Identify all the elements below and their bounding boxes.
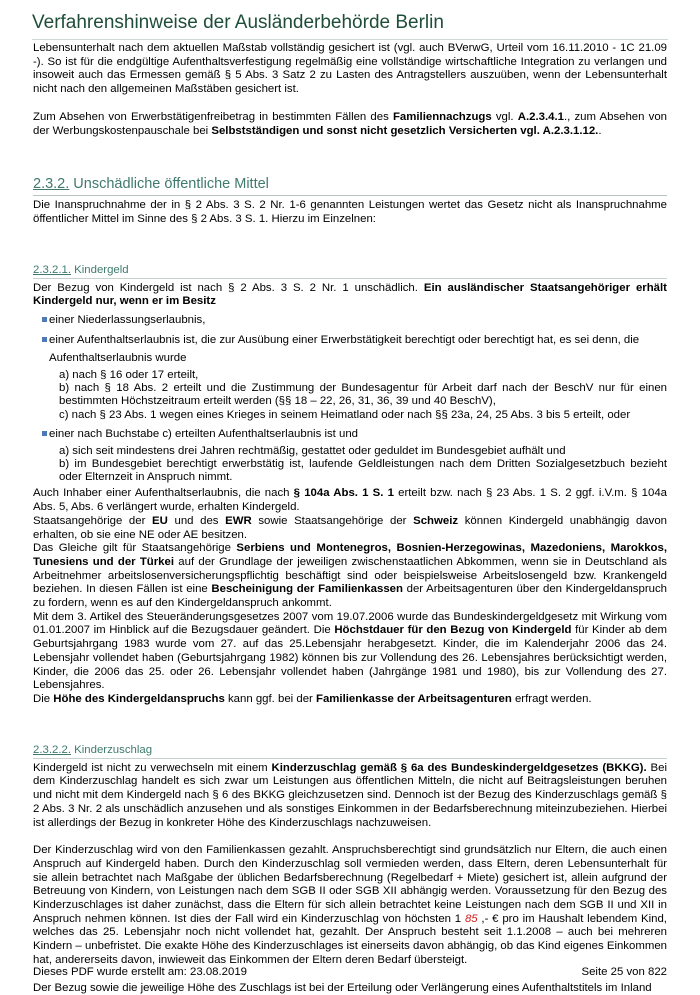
kindergeld-paragraph-4: Das Gleiche gilt für Staatsangehörige Serbiens und Montenegros, Bosnien-Herzegowinas, Mazedoniens, Marokkos, Tunesiens und der Türkei auf der Grundlage der jeweiligen zwischenstaatlichen Abkommen, wenn sie in Deutschland als Arbeitnehmer arbeitslosenversicherungspflichtig beschäftigt sind oder beispielsweise Arbeitslosengeld bzw. Krankengeld beziehen. In diesen Fällen ist eine Bescheinigung der Familienkassen der Arbeitsagenturen über den Kindergeldanspruch zu fordern, wenn es auf den Kindergeldanspruch ankommt. — [33, 542, 667, 610]
section-heading-2-3-2-1[interactable]: 2.3.2.1. Kindergeld — [33, 263, 129, 276]
section-heading-2-3-2-2[interactable]: 2.3.2.2. Kinderzuschlag — [33, 743, 153, 756]
kindergeld-paragraph-6: Die Höhe des Kindergeldanspruchs kann ggf. bei der Familienkasse der Arbeitsagenturen erfragt werden. — [33, 693, 592, 705]
kinderzuschlag-paragraph-3: Der Bezug sowie die jeweilige Höhe des Zuschlags ist bei der Erteilung oder Verlängerung eines Aufenthaltstitels im Inland — [33, 981, 652, 994]
sub-item: a) sich seit mindestens drei Jahren rechtmäßig, gestattet oder geduldet im Bundesgebiet aufhält und — [59, 444, 566, 457]
section-heading-2-3-2[interactable]: 2.3.2. Unschädliche öffentliche Mittel — [33, 176, 269, 193]
bullet-icon — [42, 337, 47, 342]
bullet-icon — [42, 317, 47, 322]
page-title: Verfahrenshinweise der Ausländerbehörde Berlin — [32, 12, 444, 33]
sub-item: a) nach § 16 oder 17 erteilt, — [59, 369, 199, 382]
list-item: einer nach Buchstabe c) erteilten Aufenthaltserlaubnis ist und — [33, 425, 667, 443]
kinderzuschlag-paragraph-1: Kindergeld ist nicht zu verwechseln mit einem Kinderzuschlag gemäß § 6a des Bundeskindergeldgesetzes (BKKG). Bei dem Kinderzuschlag handelt es sich zwar um Leistungen aus öffentlichen Mitteln, die nicht auf Beitragsleistungen beruhen und nicht mit dem Kindergeld nach § 6 des BKKG gleichzusetzen sind. Dennoch ist der Bezug des Kinderzuschlags gemäß § 2 Abs. 3 Nr. 2 als unschädlich anzusehen und als sonstiges Einkommen in der Bedarfsberechnung miteinzubeziehen. Hierbei ist allerdings der Bezug in konkreter Höhe des Kinderzuschlags nachzuweisen. — [33, 761, 667, 829]
section-divider — [33, 195, 667, 196]
list-item: einer Aufenthaltserlaubnis ist, die zur Ausübung einer Erwerbstätigkeit berechtigt oder berechtigt hat, es sei denn, die Aufenthaltserlaubnis wurde — [33, 331, 667, 367]
kindergeld-paragraph-5: Mit dem 3. Artikel des Steueränderungsgesetzes 2007 vom 19.07.2006 wurde das Bundeskindergeldgesetz mit Wirkung vom 01.01.2007 im Hinblick auf die Bezugsdauer geändert. Die Höchstdauer für den Bezug von Kindergeld für Kinder ab dem Geburtsjahrgang 1983 wurde vom 27. auf das 25.Lebensjahr herabgesetzt. Kinder, die im Kalenderjahr 2006 das 24. Lebensjahr vollendet haben (Geburtsjahrgang 1982) können bis zur Vollendung des 26. Lebensjahres berücksichtigt werden, Kinder, die 2006 das 25. oder 26. Lebensjahr vollendet haben (Jahrgänge 1981 und 1980), bis zur Vollendung des 27. Lebensjahres. — [33, 610, 667, 692]
sub-item: b) nach § 18 Abs. 2 erteilt und die Zustimmung der Bundesagentur für Arbeit darf nach der BeschV nur für einen bestimmten Höchstzeitraum erteilt werden (§§ 18 – 22, 26, 31, 36, 39 und 40 BeschV), — [59, 382, 667, 408]
intro-paragraph-2: Zum Absehen von Erwerbstätigenfreibetrag in bestimmten Fällen des Familiennachzugs vgl. A.2.3.4.1., zum Absehen von der Werbungskostenpauschale bei Selbstständigen und sonst nicht gesetzlich Versicherten vgl. A.2.3.1.12.. — [33, 110, 668, 137]
section-divider — [33, 278, 667, 279]
kindergeld-paragraph-1: Der Bezug von Kindergeld ist nach § 2 Abs. 3 S. 2 Nr. 1 unschädlich. Ein ausländischer Staatsangehöriger erhält Kindergeld nur, wenn er im Besitz — [33, 281, 667, 308]
sub-item: b) im Bundesgebiet berechtigt erwerbstätig ist, laufende Geldleistungen nach dem Dritten Sozialgesetzbuch bezieht oder Elternzeit in Anspruch nimmt. — [59, 458, 667, 484]
page-header — [32, 12, 668, 40]
bullet-icon — [42, 431, 47, 436]
sub-item: c) nach § 23 Abs. 1 wegen eines Krieges in seinem Heimatland oder nach §§ 23a, 24, 25 Abs. 3 bis 5 erteilt, oder — [59, 408, 631, 421]
kinderzuschlag-paragraph-2: Der Kinderzuschlag wird von den Familienkassen gezahlt. Anspruchsberechtigt sind grundsätzlich nur Eltern, die auch einen Anspruch auf Kindergeld haben. Durch den Kinderzuschlag soll vermieden werden, dass Eltern, deren Lebensunterhalt für sie allein betrachtet nach Maßgabe der üblichen Bedarfsberechnung (Regelbedarf + Miete) gesichert ist, allein aufgrund der Betreuung von Kindern, von Leistungen nach dem SGB II oder SGB XII abhängig werden. Voraussetzung für den Bezug des Kinderzuschlages ist daher zunächst, dass die Eltern für sich allein betrachtet keine Leistungen nach dem SGB II und XII in Anspruch nehmen können. Ist dies der Fall wird ein Kinderzuschlag von höchsten 1 85 ,- € pro im Haushalt lebendem Kind, welches das 25. Lebensjahr noch nicht vollendet hat, gezahlt. Der Anspruch besteht seit 1.1.2008 – auch bei mehreren Kindern – unbefristet. Die exakte Höhe des Kinderzuschlages ist einerseits davon abhängig, ob das Kind eigenes Einkommen hat, andererseits davon, inwieweit das Einkommen der Eltern deren Bedarf übersteigt. — [33, 844, 667, 966]
kindergeld-paragraph-2: Auch Inhaber einer Aufenthaltserlaubnis, die nach § 104a Abs. 1 S. 1 erteilt bzw. nach § 23 Abs. 1 S. 2 ggf. i.V.m. § 104a Abs. 5, Abs. 6 verlängert wurde, erhalten Kindergeld. — [33, 487, 667, 514]
section-2-3-2-text: Die Inanspruchnahme der in § 2 Abs. 3 S. 2 Nr. 1-6 genannten Leistungen wertet das Gesetz nicht als Inanspruchnahme öffentlicher Mittel im Sinne des § 2 Abs. 3 S. 1. Hierzu im Einzelnen: — [33, 199, 667, 225]
footer-created-date: Dieses PDF wurde erstellt am: 23.08.2019 — [33, 966, 247, 978]
section-divider — [33, 758, 667, 759]
list-item: einer Niederlassungserlaubnis, — [33, 311, 667, 329]
page-content — [33, 42, 667, 995]
header-divider — [32, 39, 668, 40]
intro-paragraph-1: Lebensunterhalt nach dem aktuellen Maßstab vollständig gesichert ist (vgl. auch BVerwG, Urteil vom 16.11.2010 - 1C 21.09 -). So ist für die endgültige Aufenthaltsverfestigung regelmäßig eine vollständige wirtschaftliche Integration zu verlangen und insoweit auch das Ermessen gemäß § 5 Abs. 3 Satz 2 zu Lasten des Antragstellers auszuüben, wenn der Lebensunterhalt nicht nach den allgemeinen Maßstäben gesichert ist. — [33, 42, 667, 96]
kindergeld-paragraph-3: Staatsangehörige der EU und des EWR sowie Staatsangehörige der Schweiz können Kindergeld unabhängig davon erhalten, ob sie eine NE oder AE besitzen. — [33, 514, 667, 541]
sub-list — [33, 445, 667, 485]
footer-page-number: Seite 25 von 822 — [581, 966, 667, 978]
sub-list — [33, 369, 667, 422]
changed-value: 85 — [464, 912, 478, 925]
